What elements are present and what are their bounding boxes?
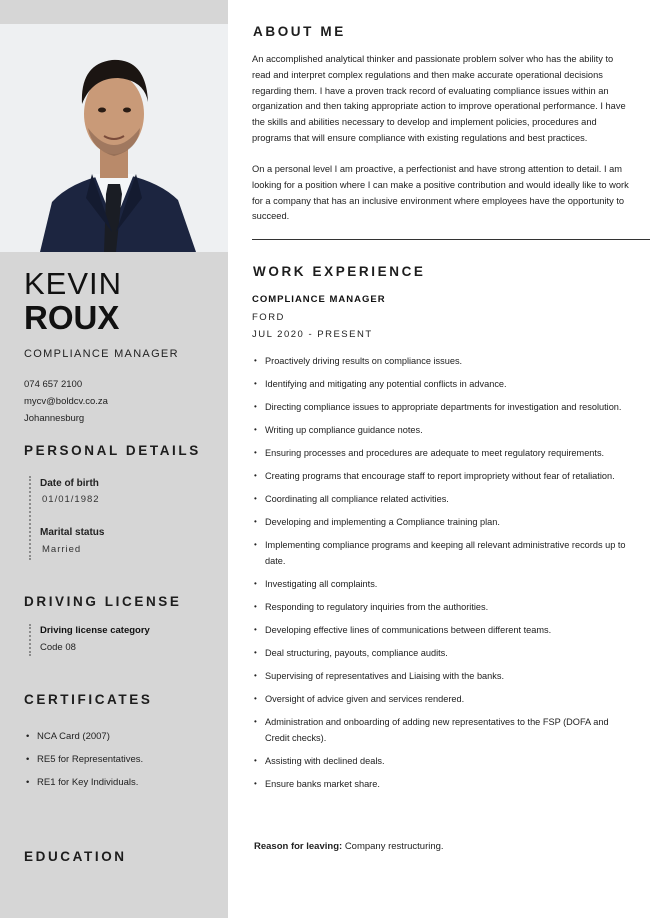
email-address: mycv@boldcv.co.za [24, 396, 108, 407]
driving-license-label: Driving license category [40, 625, 150, 636]
driving-license-heading: DRIVING LICENSE [24, 594, 182, 609]
certificates-heading: CERTIFICATES [24, 692, 153, 707]
location: Johannesburg [24, 413, 85, 424]
dob-label: Date of birth [40, 478, 99, 489]
marital-status-label: Marital status [40, 527, 105, 538]
responsibility-item: • Oversight of advice given and services rendered. [252, 691, 632, 707]
responsibility-item: • Ensuring processes and procedures are adequate to meet regulatory requirements. [252, 445, 632, 461]
reason-for-leaving-label: Reason for leaving: [254, 841, 343, 852]
responsibility-item: • Directing compliance issues to appropriate departments for investigation and resolution. [252, 399, 632, 415]
responsibility-item: • Creating programs that encourage staff to report impropriety without fear of retaliation. [252, 468, 632, 484]
work-experience-heading: WORK EXPERIENCE [253, 264, 426, 279]
responsibility-item: • Ensure banks market share. [252, 776, 632, 792]
personal-details-divider [29, 476, 31, 560]
driving-license-divider [29, 624, 31, 656]
responsibility-item: • Coordinating all compliance related activities. [252, 491, 632, 507]
about-paragraph-1: An accomplished analytical thinker and passionate problem solver who has the ability to read and interpret complex regulations and then make accurate operational decisions regarding them. I have a proven track record of evaluating compliance issues within an organization and then taking appropriate action to improve operational performance. I have the skills and abilities necessary to develop and implement policies, procedures and programs that will ensure compliance with existing regulations and best practices. [252, 54, 626, 143]
responsibility-item: • Assisting with declined deals. [252, 753, 632, 769]
responsibility-item: • Proactively driving results on compliance issues. [252, 353, 632, 369]
driving-license-value: Code 08 [40, 642, 76, 653]
responsibility-item: • Developing effective lines of communications between different teams. [252, 622, 632, 638]
phone-number: 074 657 2100 [24, 379, 83, 390]
responsibility-item: • Developing and implementing a Compliance training plan. [252, 514, 632, 530]
marital-status-value: Married [42, 544, 82, 555]
certificate-item: • RE1 for Key Individuals. [26, 777, 139, 788]
personal-details-heading: PERSONAL DETAILS [24, 443, 201, 458]
responsibility-item: • Deal structuring, payouts, compliance audits. [252, 645, 632, 661]
responsibility-item: • Administration and onboarding of adding new representatives to the FSP (DOFA and Credit checks). [252, 714, 632, 746]
about-paragraph-2: On a personal level I am proactive, a perfectionist and have strong attention to detail. I am looking for a position where I can make a positive contribution and would ideally like to work for a company that has an inclusive environment where employees have the opportunity to succeed. [252, 164, 629, 222]
about-me-heading: ABOUT ME [253, 24, 346, 39]
dob-value: 01/01/1982 [42, 494, 100, 505]
first-name: KEVIN [24, 266, 123, 301]
experience-dates: JUL 2020 - PRESENT [252, 329, 373, 340]
reason-for-leaving [254, 841, 444, 852]
responsibility-item: • Investigating all complaints. [252, 576, 632, 592]
reason-for-leaving-value: Company restructuring. [344, 841, 444, 852]
last-name: ROUX [24, 299, 120, 336]
section-divider [252, 239, 650, 240]
profile-photo [0, 24, 228, 252]
responsibility-item: • Identifying and mitigating any potential conflicts in advance. [252, 376, 632, 392]
certificate-item: • RE5 for Representatives. [26, 754, 144, 765]
certificate-item: • NCA Card (2007) [26, 731, 110, 742]
responsibility-item: • Writing up compliance guidance notes. [252, 422, 632, 438]
experience-job-title: COMPLIANCE MANAGER [252, 294, 386, 305]
job-title: COMPLIANCE MANAGER [24, 348, 179, 360]
profile-photo-illustration [0, 24, 228, 252]
responsibility-item: • Implementing compliance programs and keeping all relevant administrative records up to date. [252, 537, 632, 569]
responsibility-item: • Responding to regulatory inquiries from the authorities. [252, 599, 632, 615]
responsibility-item: • Supervising of representatives and Liaising with the banks. [252, 668, 632, 684]
experience-company: FORD [252, 312, 285, 323]
education-heading: EDUCATION [24, 849, 127, 864]
responsibilities-list [252, 353, 632, 799]
